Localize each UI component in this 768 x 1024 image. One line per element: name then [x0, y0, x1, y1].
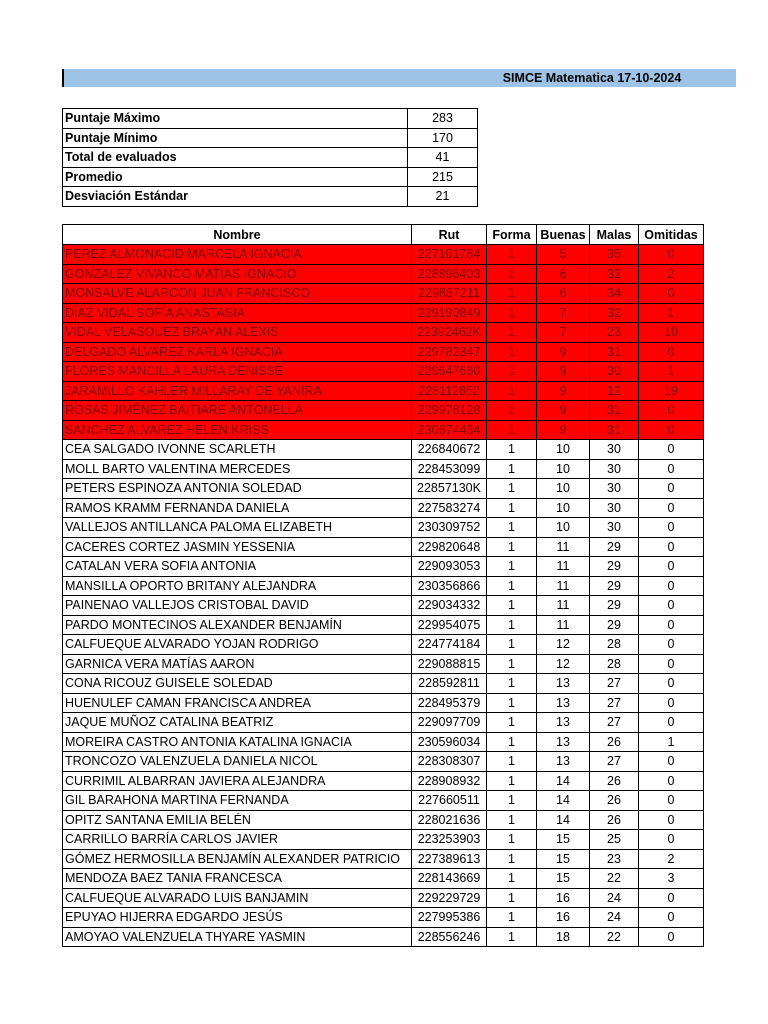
- header-forma[interactable]: Forma: [487, 225, 537, 245]
- summary-label[interactable]: Total de evaluados: [63, 148, 408, 168]
- cell-rut[interactable]: 228556246: [412, 927, 487, 947]
- cell-nombre[interactable]: OPITZ SANTANA EMILIA BELÉN: [63, 810, 412, 830]
- cell-omitidas[interactable]: 0: [639, 537, 704, 557]
- cell-forma[interactable]: 1: [487, 479, 537, 499]
- cell-rut[interactable]: 229782347: [412, 342, 487, 362]
- table-row: [63, 869, 704, 889]
- table-row: [63, 674, 704, 694]
- cell-omitidas[interactable]: 0: [639, 459, 704, 479]
- summary-row: [63, 187, 478, 207]
- table-row: [63, 537, 704, 557]
- cell-nombre[interactable]: CARRILLO BARRÍA CARLOS JAVIER: [63, 830, 412, 850]
- cell-omitidas[interactable]: 19: [639, 381, 704, 401]
- cell-forma[interactable]: 1: [487, 888, 537, 908]
- cell-rut[interactable]: 229978128: [412, 401, 487, 421]
- cell-forma[interactable]: 1: [487, 284, 537, 304]
- cell-omitidas[interactable]: 0: [639, 674, 704, 694]
- cell-nombre[interactable]: GIL BARAHONA MARTINA FERNANDA: [63, 791, 412, 811]
- cell-rut[interactable]: 230596034: [412, 732, 487, 752]
- cell-malas[interactable]: 29: [590, 537, 639, 557]
- table-row: [63, 420, 704, 440]
- cell-buenas[interactable]: 9: [537, 420, 590, 440]
- cell-buenas[interactable]: 10: [537, 459, 590, 479]
- cell-omitidas[interactable]: 0: [639, 342, 704, 362]
- cell-nombre[interactable]: CEA SALGADO IVONNE SCARLETH: [63, 440, 412, 460]
- cell-buenas[interactable]: 12: [537, 654, 590, 674]
- summary-label[interactable]: Promedio: [63, 167, 408, 187]
- cell-omitidas[interactable]: 0: [639, 810, 704, 830]
- cell-omitidas[interactable]: 3: [639, 869, 704, 889]
- cell-nombre[interactable]: PETERS ESPINOZA ANTONIA SOLEDAD: [63, 479, 412, 499]
- cell-malas[interactable]: 29: [590, 576, 639, 596]
- cell-malas[interactable]: 22: [590, 869, 639, 889]
- header-buenas[interactable]: Buenas: [537, 225, 590, 245]
- cell-rut[interactable]: 22392462K: [412, 323, 487, 343]
- header-omitidas[interactable]: Omitidas: [639, 225, 704, 245]
- cell-malas[interactable]: 30: [590, 479, 639, 499]
- cell-forma[interactable]: 1: [487, 498, 537, 518]
- cell-forma[interactable]: 1: [487, 303, 537, 323]
- cell-omitidas[interactable]: 0: [639, 557, 704, 577]
- cell-malas[interactable]: 30: [590, 362, 639, 382]
- cell-malas[interactable]: 28: [590, 654, 639, 674]
- cell-omitidas[interactable]: 0: [639, 927, 704, 947]
- cell-omitidas[interactable]: 0: [639, 635, 704, 655]
- cell-forma[interactable]: 1: [487, 323, 537, 343]
- sheet-title: SIMCE Matematica 17-10-2024: [502, 71, 682, 85]
- cell-nombre[interactable]: PAINENAO VALLEJOS CRISTOBAL DAVID: [63, 596, 412, 616]
- table-row: [63, 362, 704, 382]
- cell-buenas[interactable]: 13: [537, 752, 590, 772]
- summary-value[interactable]: 283: [408, 109, 478, 129]
- cell-omitidas[interactable]: 1: [639, 362, 704, 382]
- cell-malas[interactable]: 31: [590, 401, 639, 421]
- summary-row: [63, 148, 478, 168]
- cell-forma[interactable]: 1: [487, 264, 537, 284]
- cell-malas[interactable]: 30: [590, 440, 639, 460]
- cell-rut[interactable]: 228308307: [412, 752, 487, 772]
- cell-forma[interactable]: 1: [487, 459, 537, 479]
- cell-forma[interactable]: 1: [487, 420, 537, 440]
- cell-malas[interactable]: 26: [590, 732, 639, 752]
- title-bar: [62, 69, 736, 87]
- cell-rut[interactable]: 229887211: [412, 284, 487, 304]
- cell-rut[interactable]: 228908932: [412, 771, 487, 791]
- cell-nombre[interactable]: MENDOZA BAEZ TANIA FRANCESCA: [63, 869, 412, 889]
- cell-omitidas[interactable]: 0: [639, 693, 704, 713]
- table-row: [63, 264, 704, 284]
- cell-buenas[interactable]: 10: [537, 498, 590, 518]
- table-row: [63, 732, 704, 752]
- summary-value[interactable]: 41: [408, 148, 478, 168]
- cell-omitidas[interactable]: 10: [639, 323, 704, 343]
- cell-omitidas[interactable]: 0: [639, 596, 704, 616]
- table-row: [63, 615, 704, 635]
- cell-rut[interactable]: 229954075: [412, 615, 487, 635]
- cell-rut[interactable]: 229229729: [412, 888, 487, 908]
- cell-nombre[interactable]: CONA RICOUZ GUISELE SOLEDAD: [63, 674, 412, 694]
- cell-nombre[interactable]: AMOYAO VALENZUELA THYARE YASMIN: [63, 927, 412, 947]
- cell-rut[interactable]: 224774184: [412, 635, 487, 655]
- cell-malas[interactable]: 29: [590, 557, 639, 577]
- cell-omitidas[interactable]: 0: [639, 713, 704, 733]
- cell-rut[interactable]: 228021636: [412, 810, 487, 830]
- cell-forma[interactable]: 1: [487, 693, 537, 713]
- cell-forma[interactable]: 1: [487, 342, 537, 362]
- cell-nombre[interactable]: DELGADO ALVAREZ KARLA IGNACIA: [63, 342, 412, 362]
- cell-rut[interactable]: 228453099: [412, 459, 487, 479]
- cell-omitidas[interactable]: 0: [639, 576, 704, 596]
- cell-rut[interactable]: 230356866: [412, 576, 487, 596]
- cell-buenas[interactable]: 15: [537, 830, 590, 850]
- table-row: [63, 596, 704, 616]
- cell-omitidas[interactable]: 0: [639, 791, 704, 811]
- cell-omitidas[interactable]: 0: [639, 440, 704, 460]
- cell-nombre[interactable]: VALLEJOS ANTILLANCA PALOMA ELIZABETH: [63, 518, 412, 538]
- cell-buenas[interactable]: 9: [537, 342, 590, 362]
- cell-buenas[interactable]: 12: [537, 635, 590, 655]
- cell-forma[interactable]: 1: [487, 381, 537, 401]
- cell-nombre[interactable]: RAMOS KRAMM FERNANDA DANIELA: [63, 498, 412, 518]
- cell-buenas[interactable]: 10: [537, 440, 590, 460]
- cell-malas[interactable]: 30: [590, 498, 639, 518]
- cell-buenas[interactable]: 13: [537, 732, 590, 752]
- cell-omitidas[interactable]: 0: [639, 615, 704, 635]
- table-row: [63, 849, 704, 869]
- table-row: [63, 342, 704, 362]
- cell-malas[interactable]: 27: [590, 674, 639, 694]
- cell-forma[interactable]: 1: [487, 752, 537, 772]
- cell-nombre[interactable]: HUENULEF CAMAN FRANCISCA ANDREA: [63, 693, 412, 713]
- cell-forma[interactable]: 1: [487, 732, 537, 752]
- cell-rut[interactable]: 22857130K: [412, 479, 487, 499]
- summary-row: [63, 167, 478, 187]
- cell-rut[interactable]: 227101784: [412, 245, 487, 265]
- cell-nombre[interactable]: PEREZ ALMONACID MARCELA IGNACIA: [63, 245, 412, 265]
- cell-nombre[interactable]: GONZALEZ VIVANCO MATIAS IGNACIO: [63, 264, 412, 284]
- cell-nombre[interactable]: FLORES MANCILLA LAURA DENISSE: [63, 362, 412, 382]
- cell-nombre[interactable]: SANCHEZ ALVAREZ HELEN KRISS: [63, 420, 412, 440]
- cell-forma[interactable]: 1: [487, 401, 537, 421]
- cell-omitidas[interactable]: 2: [639, 264, 704, 284]
- cell-rut[interactable]: 228112852: [412, 381, 487, 401]
- cell-nombre[interactable]: GÓMEZ HERMOSILLA BENJAMÍN ALEXANDER PATRICIO: [63, 849, 412, 869]
- summary-value[interactable]: 170: [408, 128, 478, 148]
- cell-malas[interactable]: 23: [590, 849, 639, 869]
- cell-rut[interactable]: 223253903: [412, 830, 487, 850]
- cell-buenas[interactable]: 15: [537, 869, 590, 889]
- cell-omitidas[interactable]: 0: [639, 888, 704, 908]
- summary-label[interactable]: Puntaje Mínimo: [63, 128, 408, 148]
- cell-rut[interactable]: 229647660: [412, 362, 487, 382]
- cell-forma[interactable]: 1: [487, 596, 537, 616]
- cell-forma[interactable]: 1: [487, 518, 537, 538]
- cell-nombre[interactable]: ROSAS JIMÉNEZ BAITIARE ANTONELLA: [63, 401, 412, 421]
- cell-nombre[interactable]: TRONCOZO VALENZUELA DANIELA NICOL: [63, 752, 412, 772]
- cell-malas[interactable]: 28: [590, 635, 639, 655]
- cell-buenas[interactable]: 9: [537, 401, 590, 421]
- cell-forma[interactable]: 1: [487, 771, 537, 791]
- cell-omitidas[interactable]: 0: [639, 830, 704, 850]
- table-row: [63, 635, 704, 655]
- cell-malas[interactable]: 32: [590, 264, 639, 284]
- table-row: [63, 752, 704, 772]
- cell-nombre[interactable]: MONSALVE ALARCON JUAN FRANCISCO: [63, 284, 412, 304]
- cell-malas[interactable]: 29: [590, 615, 639, 635]
- cell-rut[interactable]: 228143669: [412, 869, 487, 889]
- table-row: [63, 518, 704, 538]
- cell-buenas[interactable]: 11: [537, 557, 590, 577]
- cell-nombre[interactable]: JAQUE MUÑOZ CATALINA BEATRIZ: [63, 713, 412, 733]
- cell-omitidas[interactable]: 0: [639, 284, 704, 304]
- cell-buenas[interactable]: 6: [537, 264, 590, 284]
- cell-malas[interactable]: 29: [590, 596, 639, 616]
- cell-malas[interactable]: 24: [590, 908, 639, 928]
- cell-malas[interactable]: 24: [590, 888, 639, 908]
- summary-label[interactable]: Desviación Estándar: [63, 187, 408, 207]
- cell-rut[interactable]: 229093053: [412, 557, 487, 577]
- table-row: [63, 557, 704, 577]
- cell-malas[interactable]: 32: [590, 303, 639, 323]
- cell-omitidas[interactable]: 1: [639, 732, 704, 752]
- cell-malas[interactable]: 26: [590, 791, 639, 811]
- cell-forma[interactable]: 1: [487, 810, 537, 830]
- table-row: [63, 576, 704, 596]
- cell-malas[interactable]: 23: [590, 323, 639, 343]
- table-row: [63, 693, 704, 713]
- students-table: [62, 224, 704, 947]
- cell-nombre[interactable]: JARAMILLO KAHLER MILLARAY DE YANIRA: [63, 381, 412, 401]
- cell-nombre[interactable]: CURRIMIL ALBARRAN JAVIERA ALEJANDRA: [63, 771, 412, 791]
- table-row: [63, 459, 704, 479]
- cell-malas[interactable]: 25: [590, 830, 639, 850]
- table-row: [63, 498, 704, 518]
- cell-rut[interactable]: 228592811: [412, 674, 487, 694]
- cell-buenas[interactable]: 11: [537, 615, 590, 635]
- cell-forma[interactable]: 1: [487, 537, 537, 557]
- summary-row: [63, 109, 478, 129]
- cell-omitidas[interactable]: 0: [639, 908, 704, 928]
- table-row: [63, 440, 704, 460]
- cell-nombre[interactable]: GARNICA VERA MATÍAS AARON: [63, 654, 412, 674]
- cell-buenas[interactable]: 11: [537, 537, 590, 557]
- cell-omitidas[interactable]: 2: [639, 849, 704, 869]
- cell-nombre[interactable]: VIDAL VELASQUEZ BRAYAN ALEXIS: [63, 323, 412, 343]
- cell-malas[interactable]: 34: [590, 284, 639, 304]
- cell-omitidas[interactable]: 0: [639, 245, 704, 265]
- cell-buenas[interactable]: 13: [537, 674, 590, 694]
- cell-malas[interactable]: 31: [590, 420, 639, 440]
- cell-nombre[interactable]: CALFUEQUE ALVARADO YOJAN RODRIGO: [63, 635, 412, 655]
- cell-rut[interactable]: 229034332: [412, 596, 487, 616]
- table-row: [63, 245, 704, 265]
- cell-forma[interactable]: 1: [487, 849, 537, 869]
- cell-malas[interactable]: 27: [590, 693, 639, 713]
- cell-buenas[interactable]: 16: [537, 888, 590, 908]
- cell-buenas[interactable]: 9: [537, 362, 590, 382]
- cell-nombre[interactable]: CACERES CORTEZ JASMIN YESSENIA: [63, 537, 412, 557]
- cell-malas[interactable]: 30: [590, 518, 639, 538]
- cell-rut[interactable]: 226840672: [412, 440, 487, 460]
- cell-omitidas[interactable]: 0: [639, 654, 704, 674]
- header-rut[interactable]: Rut: [412, 225, 487, 245]
- cell-malas[interactable]: 12: [590, 381, 639, 401]
- cell-forma[interactable]: 1: [487, 654, 537, 674]
- cell-omitidas[interactable]: 0: [639, 771, 704, 791]
- table-row: [63, 303, 704, 323]
- cell-rut[interactable]: 230309752: [412, 518, 487, 538]
- cell-buenas[interactable]: 13: [537, 713, 590, 733]
- cell-buenas[interactable]: 10: [537, 518, 590, 538]
- cell-buenas[interactable]: 14: [537, 810, 590, 830]
- table-row: [63, 381, 704, 401]
- table-row: [63, 810, 704, 830]
- cell-nombre[interactable]: PARDO MONTECINOS ALEXANDER BENJAMÍN: [63, 615, 412, 635]
- cell-omitidas[interactable]: 0: [639, 401, 704, 421]
- cell-buenas[interactable]: 9: [537, 381, 590, 401]
- cell-buenas[interactable]: 7: [537, 303, 590, 323]
- cell-buenas[interactable]: 15: [537, 849, 590, 869]
- cell-buenas[interactable]: 13: [537, 693, 590, 713]
- cell-nombre[interactable]: MANSILLA OPORTO BRITANY ALEJANDRA: [63, 576, 412, 596]
- cell-omitidas[interactable]: 0: [639, 752, 704, 772]
- cell-forma[interactable]: 1: [487, 362, 537, 382]
- cell-rut[interactable]: 229097709: [412, 713, 487, 733]
- cell-buenas[interactable]: 14: [537, 771, 590, 791]
- cell-rut[interactable]: 228495379: [412, 693, 487, 713]
- cell-buenas[interactable]: 16: [537, 908, 590, 928]
- cell-nombre[interactable]: EPUYAO HIJERRA EDGARDO JESÚS: [63, 908, 412, 928]
- cell-nombre[interactable]: MOLL BARTO VALENTINA MERCEDES: [63, 459, 412, 479]
- cell-buenas[interactable]: 6: [537, 284, 590, 304]
- table-row: [63, 284, 704, 304]
- table-row: [63, 771, 704, 791]
- table-row: [63, 713, 704, 733]
- cell-rut[interactable]: 227660511: [412, 791, 487, 811]
- cell-buenas[interactable]: 14: [537, 791, 590, 811]
- cell-omitidas[interactable]: 0: [639, 479, 704, 499]
- cell-omitidas[interactable]: 0: [639, 498, 704, 518]
- cell-malas[interactable]: 31: [590, 342, 639, 362]
- cell-forma[interactable]: 1: [487, 557, 537, 577]
- table-row: [63, 654, 704, 674]
- header-malas[interactable]: Malas: [590, 225, 639, 245]
- cell-rut[interactable]: 227995386: [412, 908, 487, 928]
- cell-nombre[interactable]: CATALAN VERA SOFIA ANTONIA: [63, 557, 412, 577]
- summary-value[interactable]: 21: [408, 187, 478, 207]
- cell-malas[interactable]: 27: [590, 713, 639, 733]
- table-row: [63, 791, 704, 811]
- cell-forma[interactable]: 1: [487, 245, 537, 265]
- table-row: [63, 908, 704, 928]
- cell-nombre[interactable]: CALFUEQUE ALVARADO LUIS BANJAMIN: [63, 888, 412, 908]
- cell-buenas[interactable]: 18: [537, 927, 590, 947]
- cell-omitidas[interactable]: 0: [639, 420, 704, 440]
- cell-forma[interactable]: 1: [487, 791, 537, 811]
- cell-buenas[interactable]: 5: [537, 245, 590, 265]
- summary-label[interactable]: Puntaje Máximo: [63, 109, 408, 129]
- cell-rut[interactable]: 229088815: [412, 654, 487, 674]
- cell-malas[interactable]: 35: [590, 245, 639, 265]
- cell-nombre[interactable]: DÍAZ VIDAL SOFÍA ANASTASIA: [63, 303, 412, 323]
- cell-rut[interactable]: 230674434: [412, 420, 487, 440]
- header-row: [63, 225, 704, 245]
- student-rows: [63, 245, 704, 947]
- cell-buenas[interactable]: 11: [537, 596, 590, 616]
- table-row: [63, 323, 704, 343]
- cell-forma[interactable]: 1: [487, 908, 537, 928]
- cell-omitidas[interactable]: 1: [639, 303, 704, 323]
- cell-forma[interactable]: 1: [487, 440, 537, 460]
- cell-forma[interactable]: 1: [487, 869, 537, 889]
- cell-buenas[interactable]: 11: [537, 576, 590, 596]
- cell-malas[interactable]: 27: [590, 752, 639, 772]
- cell-forma[interactable]: 1: [487, 576, 537, 596]
- table-row: [63, 401, 704, 421]
- table-row: [63, 927, 704, 947]
- cell-buenas[interactable]: 7: [537, 323, 590, 343]
- cell-nombre[interactable]: MOREIRA CASTRO ANTONIA KATALINA IGNACIA: [63, 732, 412, 752]
- cell-forma[interactable]: 1: [487, 927, 537, 947]
- cell-forma[interactable]: 1: [487, 674, 537, 694]
- cell-forma[interactable]: 1: [487, 830, 537, 850]
- cell-malas[interactable]: 26: [590, 810, 639, 830]
- cell-malas[interactable]: 30: [590, 459, 639, 479]
- summary-table: [62, 108, 478, 207]
- table-row: [63, 830, 704, 850]
- cell-omitidas[interactable]: 0: [639, 518, 704, 538]
- table-row: [63, 888, 704, 908]
- cell-rut[interactable]: 228896403: [412, 264, 487, 284]
- cell-forma[interactable]: 1: [487, 713, 537, 733]
- cell-buenas[interactable]: 10: [537, 479, 590, 499]
- cell-malas[interactable]: 26: [590, 771, 639, 791]
- cell-forma[interactable]: 1: [487, 635, 537, 655]
- table-row: [63, 479, 704, 499]
- cell-rut[interactable]: 229820648: [412, 537, 487, 557]
- cell-forma[interactable]: 1: [487, 615, 537, 635]
- summary-row: [63, 128, 478, 148]
- cell-rut[interactable]: 227583274: [412, 498, 487, 518]
- cell-malas[interactable]: 22: [590, 927, 639, 947]
- summary-value[interactable]: 215: [408, 167, 478, 187]
- cell-rut[interactable]: 229190849: [412, 303, 487, 323]
- header-nombre[interactable]: Nombre: [63, 225, 412, 245]
- cell-rut[interactable]: 227389613: [412, 849, 487, 869]
